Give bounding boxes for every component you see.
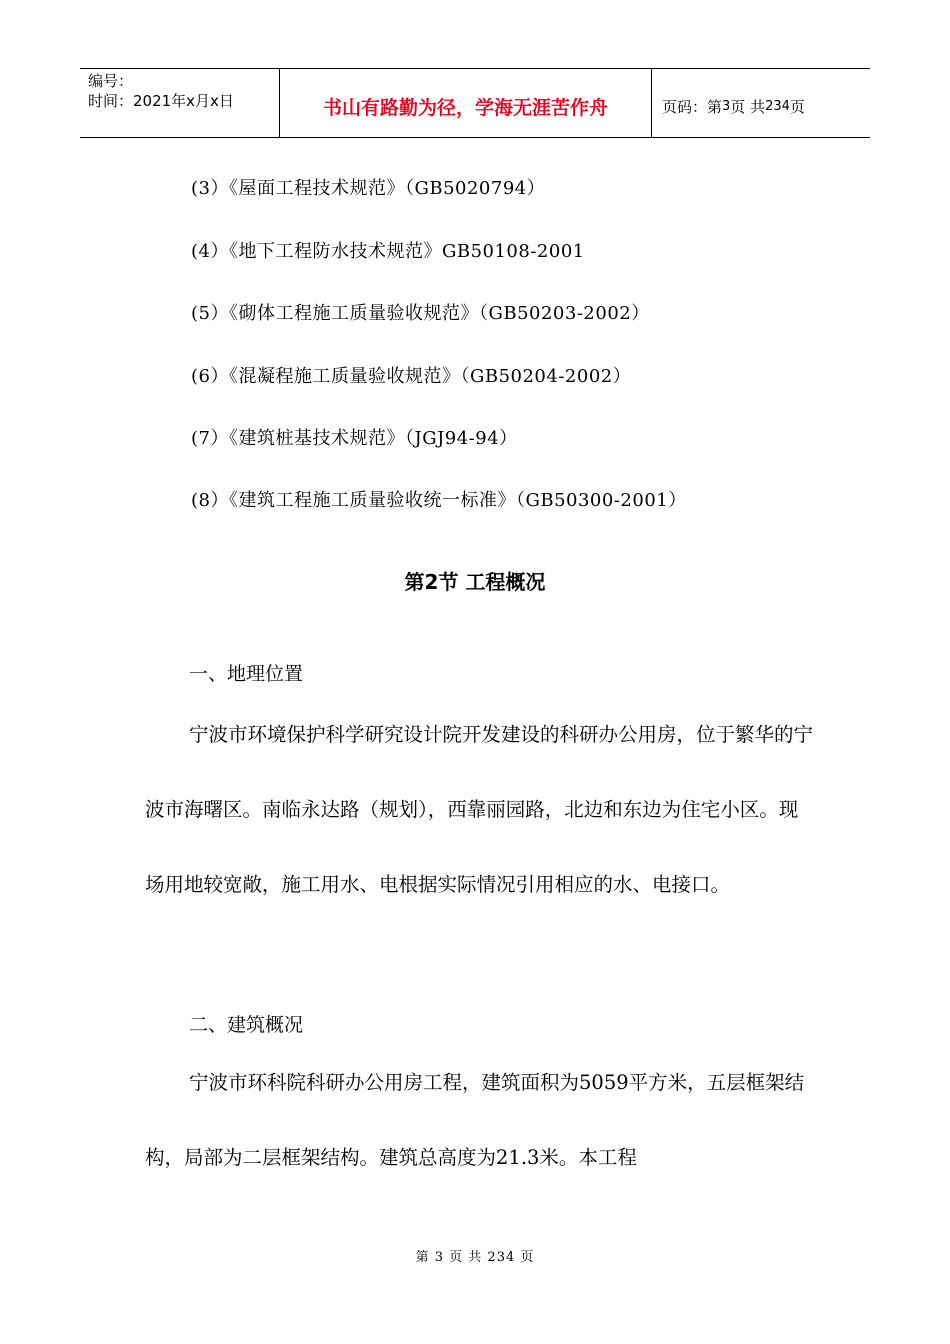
paragraph-building-text: 宁波市环科院科研办公用房工程，建筑面积为5059平方米，五层框架结构，局部为二层框架结构。建筑总高度为21.3米。本工程 [145, 1071, 805, 1169]
subheading-location: 一、地理位置 [189, 663, 304, 685]
subheading-building: 二、建筑概况 [189, 1014, 304, 1036]
document-number-label: 编号： [88, 72, 134, 90]
header-motto: 书山有路勤为径，学海无涯苦作舟 [280, 69, 652, 137]
page-info-total: 234 [765, 98, 790, 114]
page-info-number: 3 [722, 98, 731, 114]
header-page-info [652, 69, 870, 137]
page-info-middle: 页 共 [730, 97, 766, 116]
page-info-prefix: 页码：第 [662, 97, 723, 116]
header-meta [80, 69, 280, 137]
page-header [80, 68, 870, 138]
reference-item: (5）《砌体工程施工质量验收规范》（GB50203-2002） [191, 303, 650, 324]
paragraph-location [145, 697, 815, 922]
section-title: 第2节 工程概况 [404, 570, 546, 594]
page-info-suffix: 页 [789, 97, 805, 116]
reference-item: (8）《建筑工程施工质量验收统一标准》（GB50300-2001） [191, 490, 687, 511]
reference-item: (3）《屋面工程技术规范》（GB5020794） [191, 178, 546, 199]
document-time-label: 时间：2021年x月x日 [88, 92, 234, 110]
reference-item: (6）《混凝程施工质量验收规范》（GB50204-2002） [191, 366, 632, 387]
reference-item: (7）《建筑桩基技术规范》（JGJ94-94） [191, 428, 518, 449]
page-footer: 第 3 页 共 234 页 [415, 1250, 535, 1265]
reference-item: (4）《地下工程防水技术规范》GB50108-2001 [191, 241, 585, 262]
paragraph-building [145, 1045, 815, 1195]
paragraph-location-text: 宁波市环境保护科学研究设计院开发建设的科研办公用房，位于繁华的宁波市海曙区。南临永达路（规划），西靠丽园路，北边和东边为住宅小区。现场用地较宽敞，施工用水、电根据实际情况引用相应的水、电接口。 [145, 723, 814, 896]
